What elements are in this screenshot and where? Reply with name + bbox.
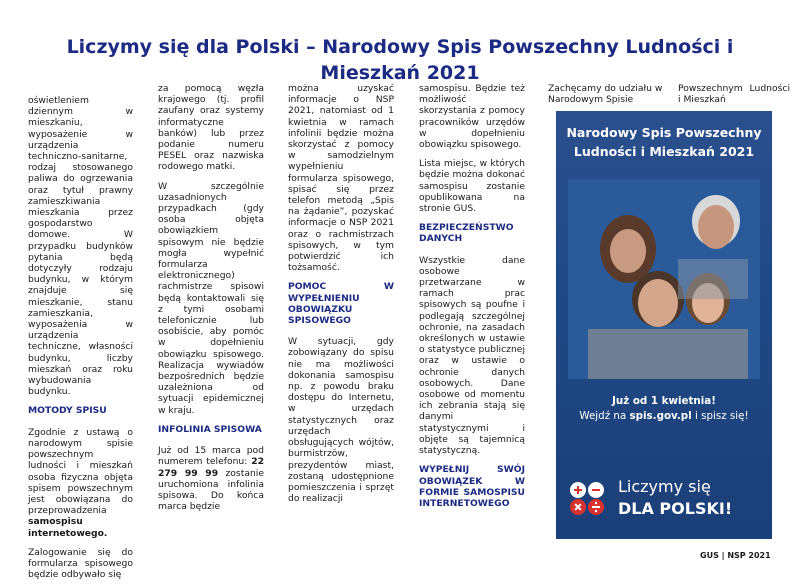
column-6-text: Powszechnym Ludności i Mieszkań [678, 83, 790, 106]
paragraph-text: zostanie uruchomiona infolinia spisowa. Do końca marca będzie [158, 467, 264, 513]
paragraph: Wszystkie dane osobowe przetwarzane w ramach prac spisowych są poufne i podlegają szczególnej ochronie, na zasadach określonych w ustawie o statystyce publicznej oraz w ustawie o ochronie danych osobowych. Dane osobowe od momentu ich zebrania stają się danymi statystycznymi i objęte są tajemnicą statystyczną. [419, 254, 525, 457]
paragraph-text: Już od 15 marca pod numerem telefonu: [158, 445, 264, 468]
paragraph: samospisu. Będzie też możliwość skorzystania z pomocy pracowników urzędów w dopełnieniu obowiązku spisowego. [419, 83, 525, 151]
section-heading: BEZPIECZEŃSTWO DANYCH [419, 222, 514, 245]
column-5-text: Zachęcamy do udziału w Narodowym Spisie [548, 83, 663, 106]
cta-text: Wejdź na [579, 410, 630, 422]
footer-logo-label: GUS | NSP 2021 [700, 551, 771, 560]
cta-line: Już od 1 kwietnia! [612, 395, 716, 407]
paragraph [28, 427, 133, 539]
paragraph [158, 445, 264, 512]
cta-line [556, 409, 772, 424]
section-heading: INFOLINIA SPISOWA [158, 423, 262, 435]
bold-text: samospisu internetowego. [28, 516, 108, 539]
poster-cta [556, 394, 772, 424]
text-column-2 [158, 83, 264, 520]
slogan-line: DLA POLSKI! [618, 499, 733, 518]
text-column-1 [28, 95, 133, 588]
website-link[interactable]: spis.gov.pl [629, 410, 692, 422]
family-photo [568, 179, 760, 379]
poster-title-line: Ludności i Mieszkań 2021 [573, 144, 755, 159]
section-heading: MOTODY SPISU [28, 405, 107, 417]
math-symbols-logo-icon [568, 481, 608, 515]
poster-title [556, 123, 772, 161]
paragraph-text: Zgodnie z ustawą o narodowym spisie powszechnym ludności i mieszkań osoba fizyczna objęta spisem powszechnym jest obowiązana do przeprowadzenia [28, 426, 133, 517]
text-column-3 [288, 83, 394, 512]
slogan-line: Liczymy się [618, 477, 711, 496]
section-heading: WYPEŁNIJ SWÓJ OBOWIĄZEK W FORMIE SAMOSPISU INTERNETOWEGO [419, 464, 525, 509]
paragraph: Zalogowanie się do formularza spisowego będzie odbywało się [28, 546, 133, 581]
poster-title-line: Narodowy Spis Powszechny [566, 125, 762, 140]
cta-text: i spisz się! [691, 410, 749, 422]
campaign-poster [556, 111, 772, 539]
phone-number: 22 279 99 99 [158, 456, 264, 479]
section-heading: POMOC W WYPEŁNIENIU OBOWIĄZKU SPISOWEGO [288, 281, 394, 327]
paragraph: można uzyskać informacje o NSP 2021, natomiast od 1 kwietnia w ramach infolinii będzie można skorzystać z pomocy w samodzielnym wypełnieniu formularza spisowego, spisać się przez telefon metodą „Spis na żądanie”, pozyskać informacje o NSP 2021 oraz o rachmistrzach spisowych, w tym potwierdzić ich tożsamość. [288, 83, 394, 274]
paragraph: za pomocą węzła krajowego (tj. profil zaufany oraz systemy informatyczne banków) lub przez podanie numeru PESEL oraz nazwiska rodowego matki. [158, 83, 264, 173]
page-title: Liczymy się dla Polski – Narodowy Spis Powszechny Ludności i Mieszkań 2021 [66, 36, 734, 84]
paragraph: W szczególnie uzasadnionych przypadkach (gdy osoba objęta obowiązkiem spisowym nie będzie mogła wypełnić formularza elektronicznego) rachmistrze spisowi będą kontaktowali się z tymi osobami telefonicznie lub osobiście, aby pomóc w dopełnieniu obowiązku spisowego. Realizacja wywiadów bezpośrednich będzie uzależniona od sytuacji epidemicznej w kraju. [158, 180, 264, 416]
paragraph: Lista miejsc, w których będzie można dokonać samospisu zostanie opublikowana na stronie GUS. [419, 158, 525, 215]
paragraph: W sytuacji, gdy zobowiązany do spisu nie ma możliwości dokonania samospisu np. z powodu braku dostępu do Internetu, w urzędach statystycznych oraz urzędach obsługujących wójtów, burmistrzów, prezydentów miast, zostaną udostępnione pomieszczenia i sprzęt do realizacji [288, 336, 394, 505]
text-column-4 [419, 83, 525, 519]
paragraph: oświetleniem dziennym w mieszkaniu, wyposażenie w urządzenia techniczno-sanitarne, rodzaj stosowanego paliwa do ogrzewania oraz tytuł prawny zamieszkiwania mieszkania przez gospodarstwo domowe. W przypadku budynków pytania będą dotyczyły rodzaju budynku, w którym znajduje się mieszkanie, stanu zamieszkania, wyposażenia w urządzenia techniczne, własności budynku, liczby mieszkań oraz roku wybudowania budynku. [28, 95, 133, 398]
